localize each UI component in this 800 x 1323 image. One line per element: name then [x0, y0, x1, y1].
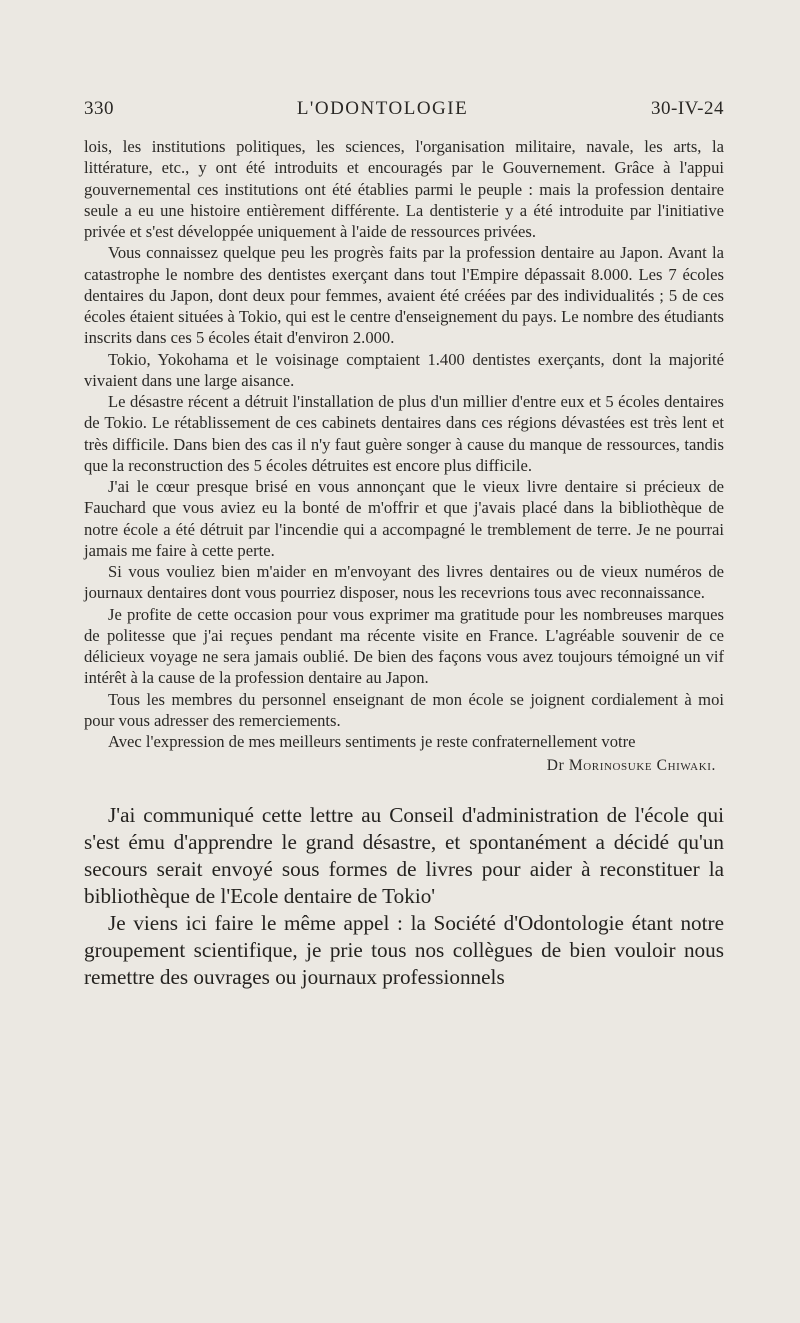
- letter-paragraph: Tokio, Yokohama et le voisinage comptaient 1.400 dentistes exerçants, dont la majorité vivaient dans une large aisance.: [84, 349, 724, 390]
- letter-paragraph: lois, les institutions politiques, les sciences, l'organisation militaire, navale, les arts, la littérature, etc., y ont été introduits et encouragés par le Gouvernement. Grâce à l'appui gouvernemental ces institutions ont été établies parmi le peuple : mais la profession dentaire seule a eu une histoire entièrement différente. La dentisterie y a été introduite par l'initiative privée et s'est développée uniquement à l'aide de ressources privées.: [84, 137, 724, 241]
- letter-paragraph: Le désastre récent a détruit l'installation de plus d'un millier d'entre eux et 5 écoles dentaires de Tokio. Le rétablissement de ces cabinets dentaires dans ces régions dévastées est très lent et très difficile. Dans bien des cas il n'y faut guère songer à cause du manque de ressources, tandis que la reconstruction des 5 écoles détruites est encore plus difficile.: [84, 392, 724, 475]
- page-number: 330: [84, 98, 114, 119]
- letter-body: [84, 136, 724, 752]
- letter-paragraph: J'ai le cœur presque brisé en vous annonçant que le vieux livre dentaire si précieux de Fauchard que vous aviez eu la bonté de m'offrir et que j'avais placé dans la bibliothèque de notre école a été détruit par l'incendie qui a accompagné le tremblement de terre. Je ne pourrai jamais me faire à cette perte.: [84, 477, 724, 560]
- letter-paragraph: Je profite de cette occasion pour vous exprimer ma gratitude pour les nombreuses marques de politesse que j'ai reçues pendant ma récente visite en France. L'agréable souvenir de ce délicieux voyage ne sera jamais oublié. De bien des façons vous avez toujours témoigné un vif intérêt à la cause de la profession dentaire au Japon.: [84, 604, 724, 688]
- signature-title: Dr: [546, 757, 565, 775]
- running-head: [84, 98, 724, 128]
- letter-paragraph: Si vous vouliez bien m'aider en m'envoyant des livres dentaires ou de vieux numéros de journaux dentaires dont vous pourriez disposer, nous les recevrions tous avec reconnaissance.: [84, 562, 724, 603]
- issue-date: 30-IV-24: [651, 98, 724, 119]
- letter-paragraph: Tous les membres du personnel enseignant de mon école se joignent cordialement à moi pour vous adresser des remerciements.: [84, 689, 724, 730]
- letter-paragraph: Avec l'expression de mes meilleurs sentiments je reste confraternellement votre: [108, 732, 636, 751]
- journal-title: L'ODONTOLOGIE: [296, 98, 469, 119]
- commentary: [84, 802, 724, 991]
- commentary-paragraph: Je viens ici faire le même appel : la Société d'Odontologie étant notre groupement scientifique, je prie tous nos collègues de bien vouloir nous remettre des ouvrages ou journaux professionnels: [84, 911, 724, 990]
- signature: [84, 755, 724, 776]
- commentary-paragraph: J'ai communiqué cette lettre au Conseil d'administration de l'école qui s'est ému d'apprendre le grand désastre, et spontanément a décidé qu'un secours serait envoyé sous formes de livres pour aider à reconstituer la bibliothèque de l'Ecole dentaire de Tokio': [84, 803, 724, 909]
- letter-paragraph: Vous connaissez quelque peu les progrès faits par la profession dentaire au Japon. Avant la catastrophe le nombre des dentistes exerçant dans tout l'Empire dépassait 8.000. Les 7 écoles dentaires du Japon, dont deux pour femmes, avaient été créées par des individualités ; 5 de ces écoles étaient situées à Tokio, qui est le centre d'enseignement du pays. Le nombre des étudiants inscrits dans ces 5 écoles était d'environ 2.000.: [84, 243, 724, 348]
- signature-name: Morinosuke Chiwaki.: [568, 757, 716, 775]
